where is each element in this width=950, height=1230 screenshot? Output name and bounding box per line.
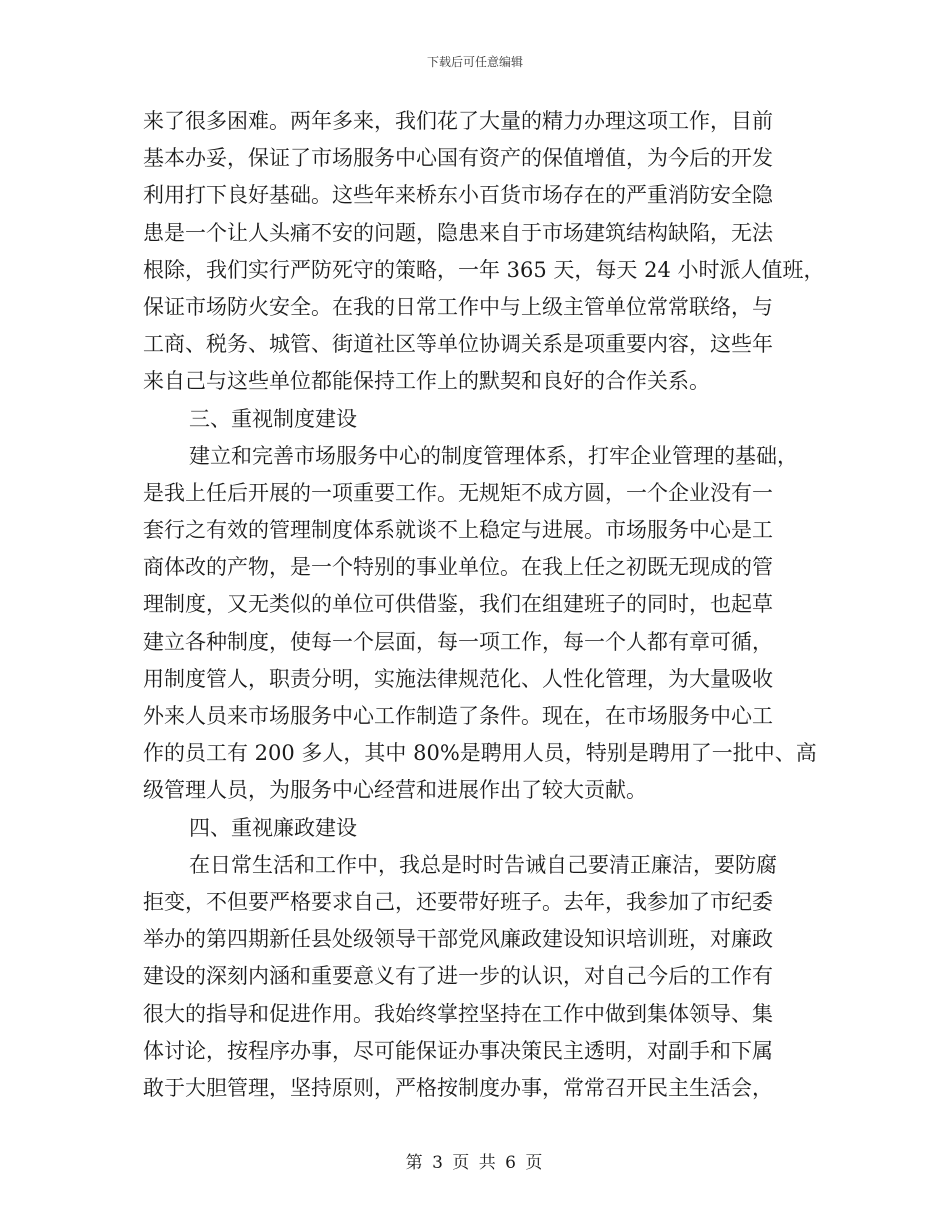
- text-line: 级管理人员，为服务中心经营和进展作出了较大贡献。: [143, 778, 647, 803]
- text-line: 利用打下良好基础。这些年来桥东小百货市场存在的严重消防安全隐: [143, 183, 773, 208]
- text-line: 患是一个让人头痛不安的问题，隐患来自于市场建筑结构缺陷，无法: [143, 220, 773, 245]
- text-line: 来自己与这些单位都能保持工作上的默契和良好的合作关系。: [143, 369, 710, 394]
- page-header: 下载后可任意编辑: [426, 55, 523, 69]
- text-line: 建立和完善市场服务中心的制度管理体系，打牢企业管理的基础，: [189, 443, 798, 468]
- text-line: 很大的指导和促进作用。我始终掌控坚持在工作中做到集体领导、集: [143, 1001, 773, 1026]
- text-line: 三、重视制度建设: [189, 406, 357, 431]
- text-line: 用制度管人，职责分明，实施法律规范化、人性化管理，为大量吸收: [143, 666, 773, 691]
- document-body: [143, 103, 825, 1107]
- page-number-footer: 第 3 页 共 6 页: [405, 1153, 545, 1173]
- text-line: 敢于大胆管理，坚持原则，严格按制度办事，常常召开民主生活会，: [143, 1075, 773, 1100]
- text-line: 套行之有效的管理制度体系就谈不上稳定与进展。市场服务中心是工: [143, 518, 773, 543]
- text-line: 工商、税务、城管、街道社区等单位协调关系是项重要内容，这些年: [143, 332, 773, 357]
- text-line: 外来人员来市场服务中心工作制造了条件。现在，在市场服务中心工: [143, 704, 773, 728]
- text-line: 保证市场防火安全。在我的日常工作中与上级主管单位常常联络，与: [143, 294, 773, 319]
- text-line: 在日常生活和工作中，我总是时时告诫自己要清正廉洁，要防腐: [189, 852, 777, 877]
- text-line: 建立各种制度，使每一个层面，每一项工作，每一个人都有章可循，: [143, 629, 773, 654]
- text-line: 四、重视廉政建设: [189, 815, 357, 840]
- text-line: 作的员工有 200 多人，其中 80%是聘用人员，特别是聘用了一批中、高: [143, 741, 817, 766]
- text-line: 举办的第四期新任县处级领导干部党风廉政建设知识培训班，对廉政: [143, 927, 773, 952]
- text-line: 根除，我们实行严防死守的策略，一年 365 天，每天 24 小时派人值班，: [143, 257, 825, 282]
- text-line: 建设的深刻内涵和重要意义有了进一步的认识，对自己今后的工作有: [143, 964, 773, 989]
- text-line: 理制度，又无类似的单位可供借鉴，我们在组建班子的同时，也起草: [143, 592, 773, 617]
- text-line: 来了很多困难。两年多来，我们花了大量的精力办理这项工作，目前: [143, 109, 773, 133]
- text-line: 拒变，不但要严格要求自己，还要带好班子。去年，我参加了市纪委: [143, 889, 773, 914]
- text-line: 是我上任后开展的一项重要工作。无规矩不成方圆，一个企业没有一: [143, 480, 773, 505]
- text-line: 基本办妥，保证了市场服务中心国有资产的保值增值，为今后的开发: [143, 146, 773, 171]
- text-line: 商体改的产物，是一个特别的事业单位。在我上任之初既无现成的管: [143, 555, 773, 580]
- text-line: 体讨论，按程序办事，尽可能保证办事决策民主透明，对副手和下属: [143, 1038, 773, 1063]
